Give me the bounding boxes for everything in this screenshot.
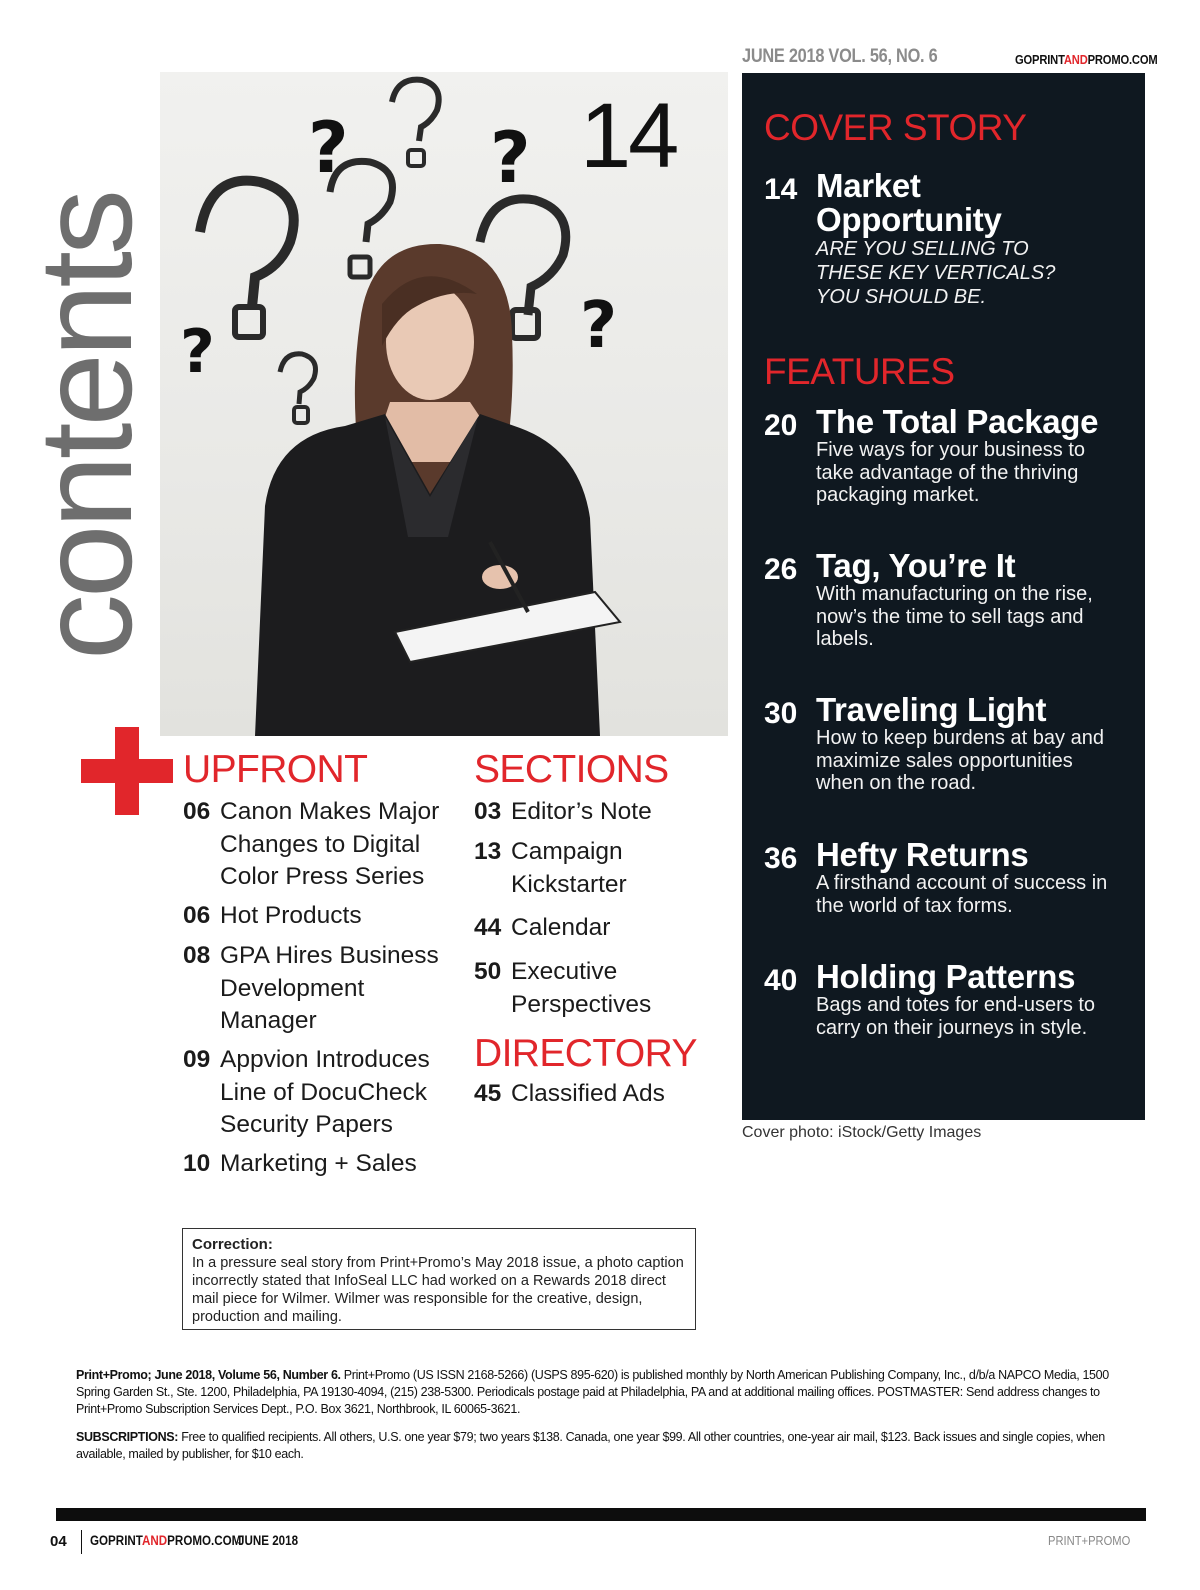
cover-story-heading: COVER STORY — [764, 107, 1027, 148]
toc-entry-upfront[interactable] — [183, 1148, 463, 1181]
page-number: 09 — [183, 1046, 211, 1073]
story-title: The Total Package — [816, 403, 1099, 440]
subscriptions-body: Free to qualified recipients. All others, U.S. one year $79; two years $138. Canada, one year $99. All other countries, one-year air mail, $123. Back issues and single copies, when available, mailed by publisher, for $10 each. — [76, 1430, 1105, 1461]
toc-entry-section[interactable] — [474, 796, 714, 829]
story-description: With manufacturing on the rise, now’s the time to sell tags and labels. — [816, 583, 1093, 650]
cover-page-number: 14 — [580, 85, 677, 187]
question-mark-icon — [392, 80, 439, 166]
toc-entry-feature[interactable] — [764, 693, 1134, 795]
entry-title: Hot Products — [220, 902, 362, 929]
entry-title: Campaign Kickstarter — [511, 838, 627, 898]
toc-entry-upfront[interactable] — [183, 796, 463, 894]
toc-entry-cover[interactable] — [764, 169, 1134, 309]
page-number: 40 — [764, 964, 798, 997]
story-title: Traveling Light — [816, 691, 1047, 728]
toc-entry-section[interactable] — [474, 912, 694, 945]
page-number: 30 — [764, 697, 798, 730]
entry-title: Marketing + Sales — [220, 1150, 417, 1177]
story-description: ARE YOU SELLING TO THESE KEY VERTICALS? YOU SHOULD BE. — [816, 238, 1056, 308]
page-number: 03 — [474, 798, 502, 825]
page-number: 36 — [764, 842, 798, 875]
story-description: Five ways for your business to take advantage of the thriving packaging market. — [816, 439, 1085, 506]
entry-title: Classified Ads — [511, 1080, 665, 1107]
site-url-accent: AND — [1063, 52, 1088, 67]
toc-entry-section[interactable] — [474, 836, 654, 901]
cover-credit: Cover photo: iStock/Getty Images — [742, 1124, 982, 1141]
masthead-lead: Print+Promo; June 2018, Volume 56, Number 6. — [76, 1368, 341, 1382]
correction-box — [182, 1228, 696, 1330]
correction-label: Correction: — [192, 1236, 273, 1253]
footer-divider — [81, 1530, 82, 1554]
question-mark-icon — [200, 181, 294, 337]
story-title: Tag, You’re It — [816, 547, 1016, 584]
upfront-heading: UPFRONT — [183, 748, 368, 791]
footer-brand: PRINT+PROMO — [1048, 1533, 1131, 1548]
page-number: 10 — [183, 1150, 211, 1177]
site-url-top[interactable] — [1015, 52, 1158, 67]
directory-heading: DIRECTORY — [474, 1032, 697, 1075]
page-number: 06 — [183, 798, 211, 825]
page-number: 26 — [764, 553, 798, 586]
plus-icon-bar — [81, 759, 173, 783]
site-url-part: GOPRINT — [1015, 52, 1064, 67]
entry-title: GPA Hires Business Development Manager — [220, 942, 439, 1034]
footer-rule — [56, 1508, 1146, 1521]
toc-entry-upfront[interactable] — [183, 940, 445, 1038]
masthead-body: Print+Promo (US ISSN 2168-5266) (USPS 895-620) is published monthly by North American Publishing Company, Inc., d/b/a NAPCO Media, 1500 Spring Garden St., Ste. 1200, Philadelphia, PA 19130-4094, (215) 238-5300. Periodicals postage paid at Philadelphia, PA and at additional mailing offices. POSTMASTER: Send address changes to Print+Promo Subscription Services Dept., P.O. Box 3621, Northbrook, IL 60065-3621. — [76, 1368, 1109, 1416]
toc-entry-directory[interactable] — [474, 1078, 714, 1111]
question-mark-glyph: ? — [580, 289, 618, 363]
page-number: 14 — [764, 173, 798, 206]
story-description: How to keep burdens at bay and maximize sales opportunities when on the road. — [816, 727, 1104, 794]
story-description: Bags and totes for end-users to carry on their journeys in style. — [816, 994, 1096, 1039]
story-title: Hefty Returns — [816, 836, 1029, 873]
entry-title: Executive Perspectives — [511, 958, 652, 1018]
toc-entry-upfront[interactable] — [183, 900, 463, 933]
toc-entry-feature[interactable] — [764, 405, 1134, 507]
person-illustration — [255, 244, 620, 736]
entry-title: Canon Makes Major Changes to Digital Color Press Series — [220, 798, 440, 890]
page-number: 08 — [183, 942, 211, 969]
page-number: 44 — [474, 914, 502, 941]
toc-entry-upfront[interactable] — [183, 1044, 455, 1142]
entry-title: Appvion Introduces Line of DocuCheck Security Papers — [220, 1046, 430, 1138]
footer-page-number: 04 — [50, 1533, 67, 1550]
question-mark-icon — [280, 354, 316, 423]
question-mark-glyph: ? — [490, 117, 531, 199]
page-number: 13 — [474, 838, 502, 865]
site-url-accent: AND — [142, 1533, 168, 1548]
sections-heading: SECTIONS — [474, 748, 669, 791]
entry-title: Editor’s Note — [511, 798, 652, 825]
toc-entry-feature[interactable] — [764, 549, 1134, 651]
toc-entry-feature[interactable] — [764, 960, 1134, 1039]
issue-info: JUNE 2018 VOL. 56, NO. 6 — [742, 46, 938, 67]
footer-date: JUNE 2018 — [238, 1533, 299, 1548]
page-number: 45 — [474, 1080, 502, 1107]
features-heading: FEATURES — [764, 351, 955, 392]
page-number: 06 — [183, 902, 211, 929]
site-url-part: PROMO.COM — [1087, 52, 1158, 67]
toc-entry-section[interactable] — [474, 956, 674, 1021]
subscriptions-statement — [76, 1429, 1116, 1463]
site-url-part: PROMO.COM — [167, 1533, 242, 1548]
story-title: Market Opportunity — [816, 167, 1002, 238]
entry-title: Calendar — [511, 914, 611, 941]
story-title: Holding Patterns — [816, 958, 1076, 995]
feature-panel — [742, 73, 1145, 1120]
subscriptions-lead: SUBSCRIPTIONS: — [76, 1430, 179, 1444]
page-number: 50 — [474, 958, 502, 985]
question-mark-glyph: ? — [308, 107, 349, 189]
correction-text: In a pressure seal story from Print+Promo’s May 2018 issue, a photo caption incorrectly stated that InfoSeal LLC had worked on a Rewards 2018 direct mail piece for Wilmer. Wilmer was responsible for the creative, design, production and mailing. — [192, 1255, 684, 1325]
story-description: A firsthand account of success in the world of tax forms. — [816, 872, 1108, 917]
page-number: 20 — [764, 409, 798, 442]
toc-entry-feature[interactable] — [764, 838, 1134, 917]
masthead-statement — [76, 1367, 1116, 1418]
question-mark-glyph: ? — [180, 317, 215, 387]
contents-title: contents — [12, 193, 159, 660]
footer-site-url[interactable] — [90, 1533, 241, 1548]
site-url-part: GOPRINT — [90, 1533, 143, 1548]
